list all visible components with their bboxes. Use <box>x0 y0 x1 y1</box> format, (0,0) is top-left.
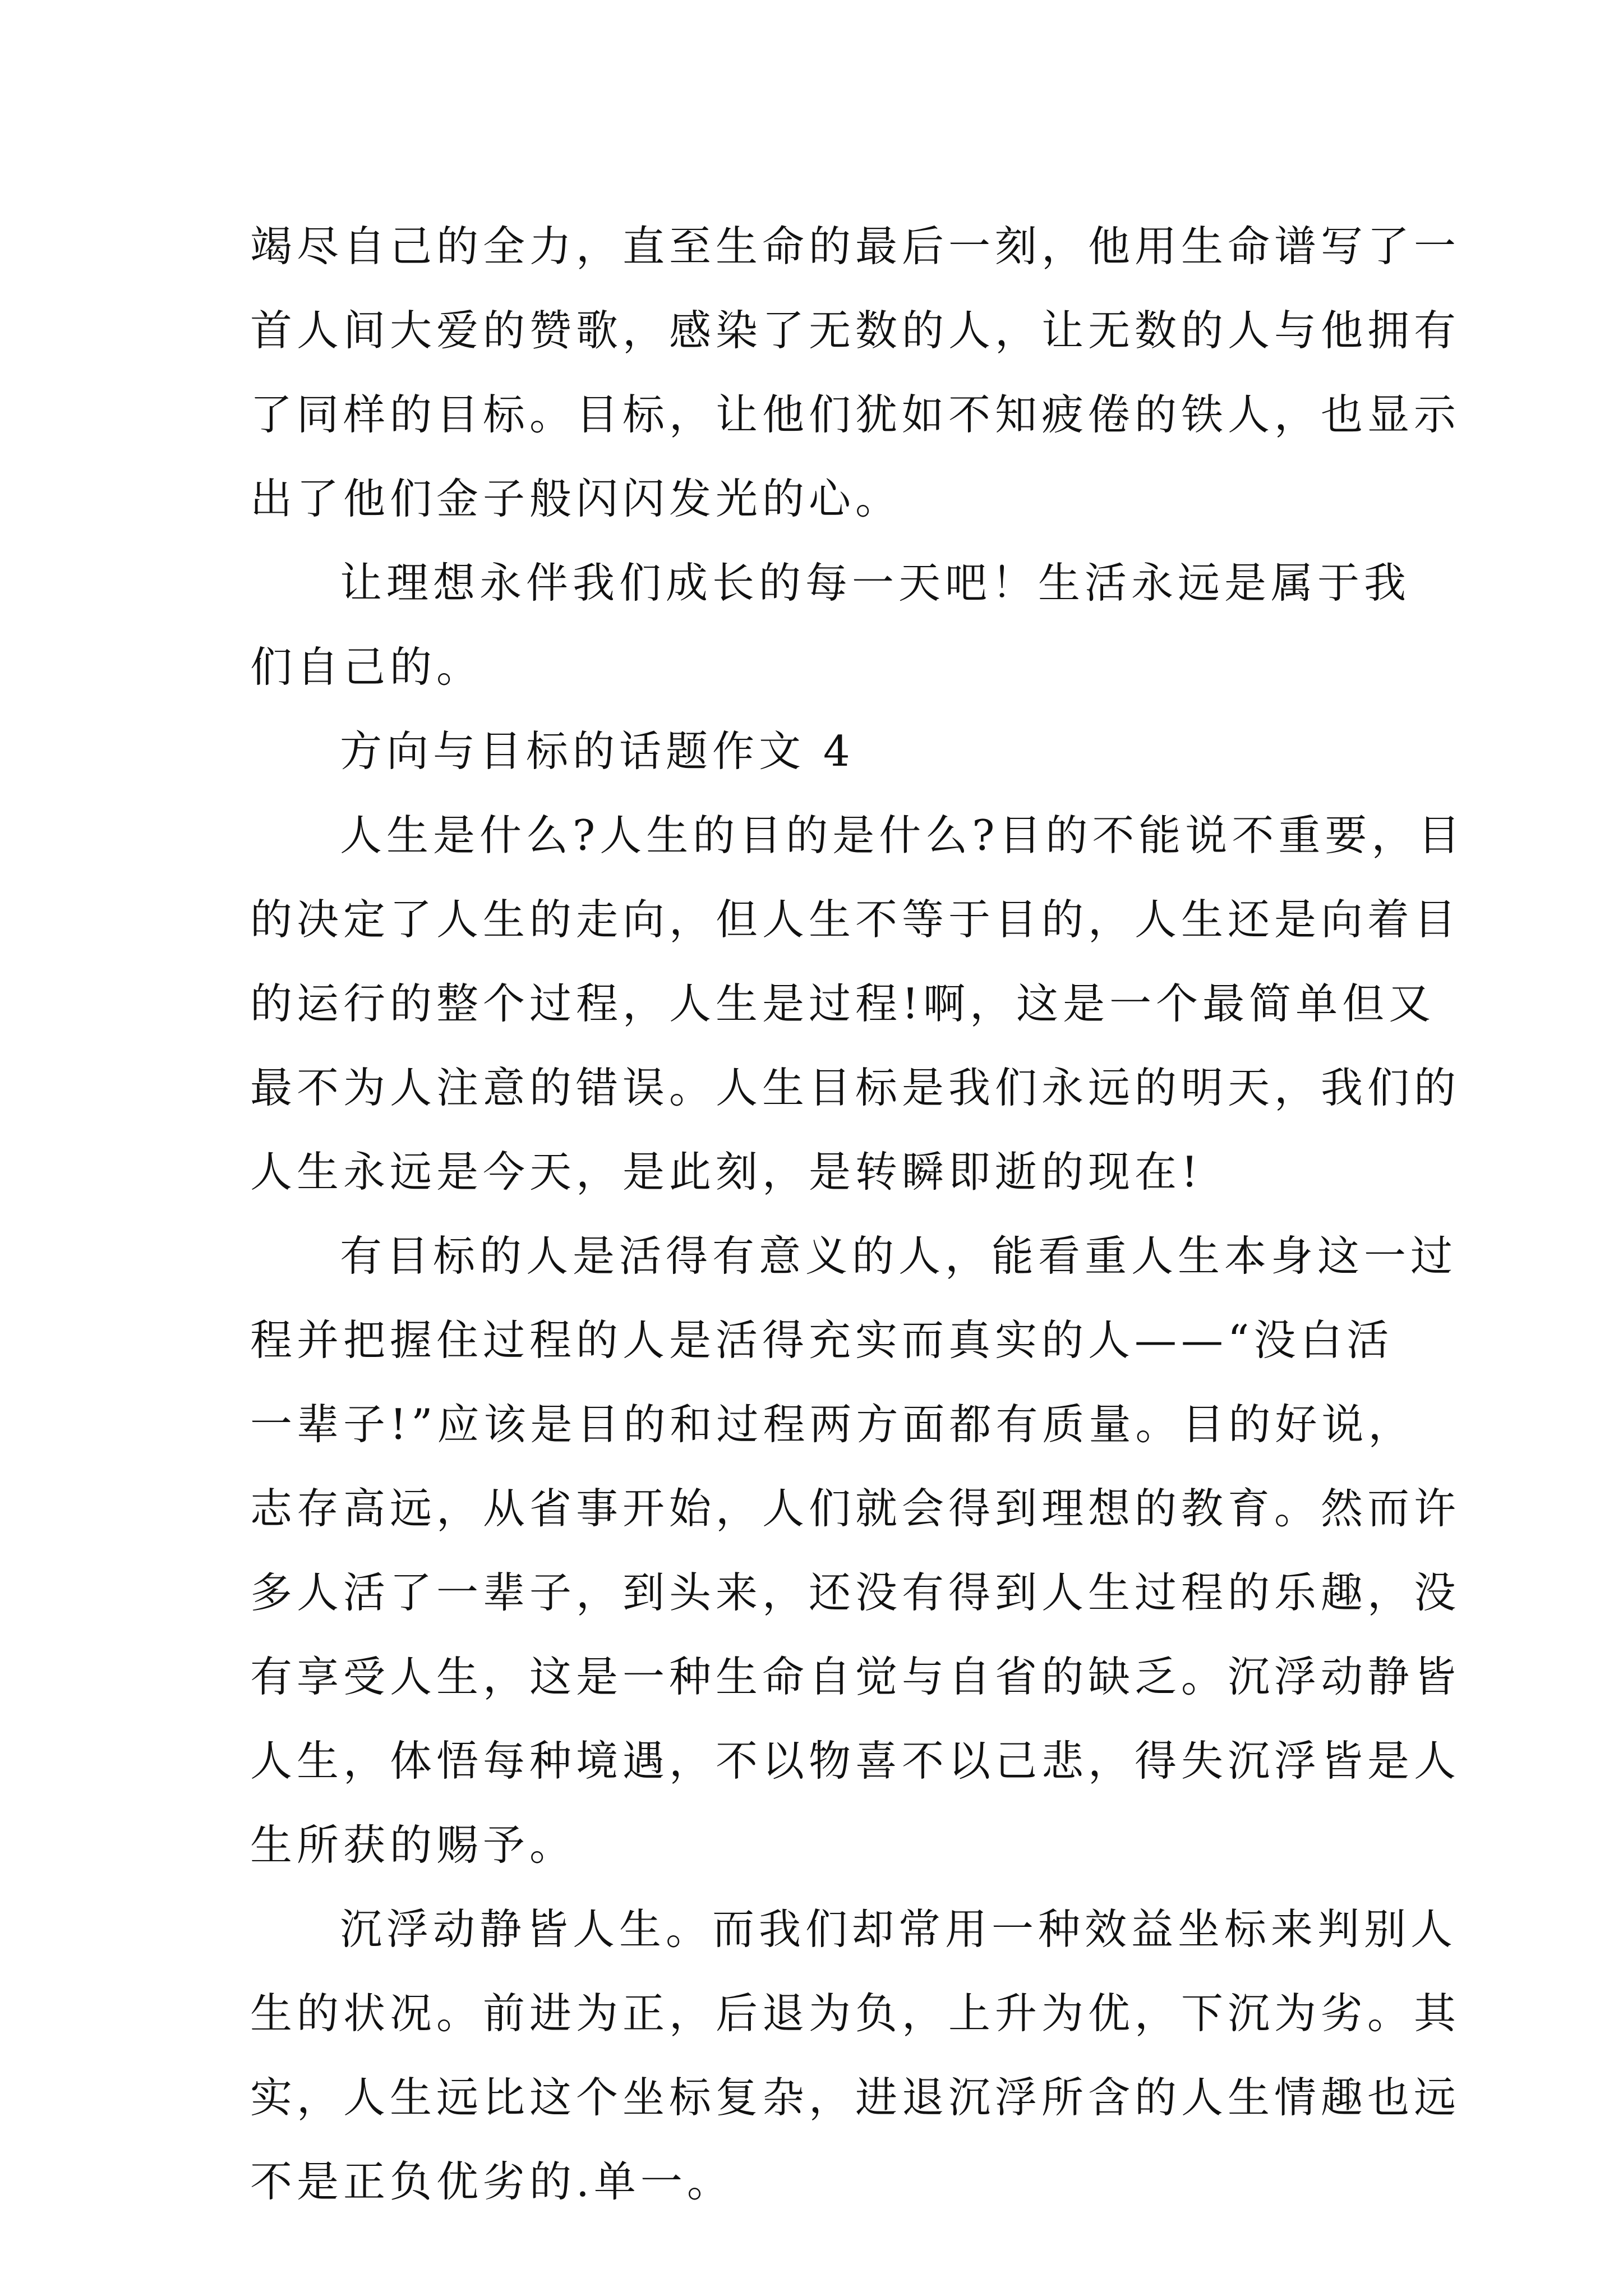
text-line: 程并把握住过程的人是活得充实而真实的人——“没白活 <box>250 1315 1394 1365</box>
text-line: 了同样的目标。目标，让他们犹如不知疲倦的铁人，也显示 <box>250 390 1461 439</box>
paragraph-ideal <box>250 541 1411 709</box>
text-line: 的运行的整个过程，人生是过程!啊，这是一个最简单但又 <box>250 979 1436 1028</box>
text-line: 多人活了一辈子，到头来，还没有得到人生过程的乐趣，没 <box>250 1568 1461 1617</box>
text-line: 出了他们金子般闪闪发光的心。 <box>250 474 902 523</box>
text-line: 首人间大爱的赞歌，感染了无数的人，让无数的人与他拥有 <box>250 306 1461 355</box>
text-line: 有享受人生，这是一种生命自觉与自省的缺乏。沉浮动静皆 <box>250 1652 1461 1701</box>
text-line: 一辈子!”应该是目的和过程两方面都有质量。目的好说， <box>250 1400 1415 1449</box>
text-line: 最不为人注意的错误。人生目标是我们永远的明天，我们的 <box>250 1063 1461 1112</box>
section-title-text: 方向与目标的话题作文 4 <box>340 726 855 776</box>
paragraph-ups-downs <box>250 1887 1461 2224</box>
text-line: 们自己的。 <box>250 642 483 692</box>
text-line: 的决定了人生的走向，但人生不等于目的，人生还是向着目 <box>250 895 1461 944</box>
text-line: 有目标的人是活得有意义的人，能看重人生本身这一过 <box>340 1231 1458 1281</box>
text-line: 沉浮动静皆人生。而我们却常用一种效益坐标来判别人 <box>340 1904 1458 1954</box>
text-line: 志存高远，从省事开始，人们就会得到理想的教育。然而许 <box>250 1484 1461 1533</box>
paragraph-meaningful-life <box>250 1214 1461 1887</box>
section-title <box>250 709 1376 793</box>
paragraph-continuation <box>250 204 1461 541</box>
text-line: 不是正负优劣的.单一。 <box>250 2157 734 2206</box>
paragraph-life-purpose <box>250 793 1465 1214</box>
text-line: 竭尽自己的全力，直至生命的最后一刻，他用生命谱写了一 <box>250 222 1461 271</box>
text-line: 生所获的赐予。 <box>250 1820 577 1870</box>
text-line: 人生永远是今天，是此刻，是转瞬即逝的现在! <box>250 1147 1203 1197</box>
document-body <box>250 204 1465 2224</box>
text-line: 生的状况。前进为正，后退为负，上升为优，下沉为劣。其 <box>250 1989 1461 2038</box>
text-line: 让理想永伴我们成长的每一天吧！生活永远是属于我 <box>340 558 1411 608</box>
text-line: 人生，体悟每种境遇，不以物喜不以己悲，得失沉浮皆是人 <box>250 1736 1461 1786</box>
text-line: 人生是什么?人生的目的是什么?目的不能说不重要，目 <box>340 811 1465 860</box>
text-line: 实，人生远比这个坐标复杂，进退沉浮所含的人生情趣也远 <box>250 2073 1461 2122</box>
